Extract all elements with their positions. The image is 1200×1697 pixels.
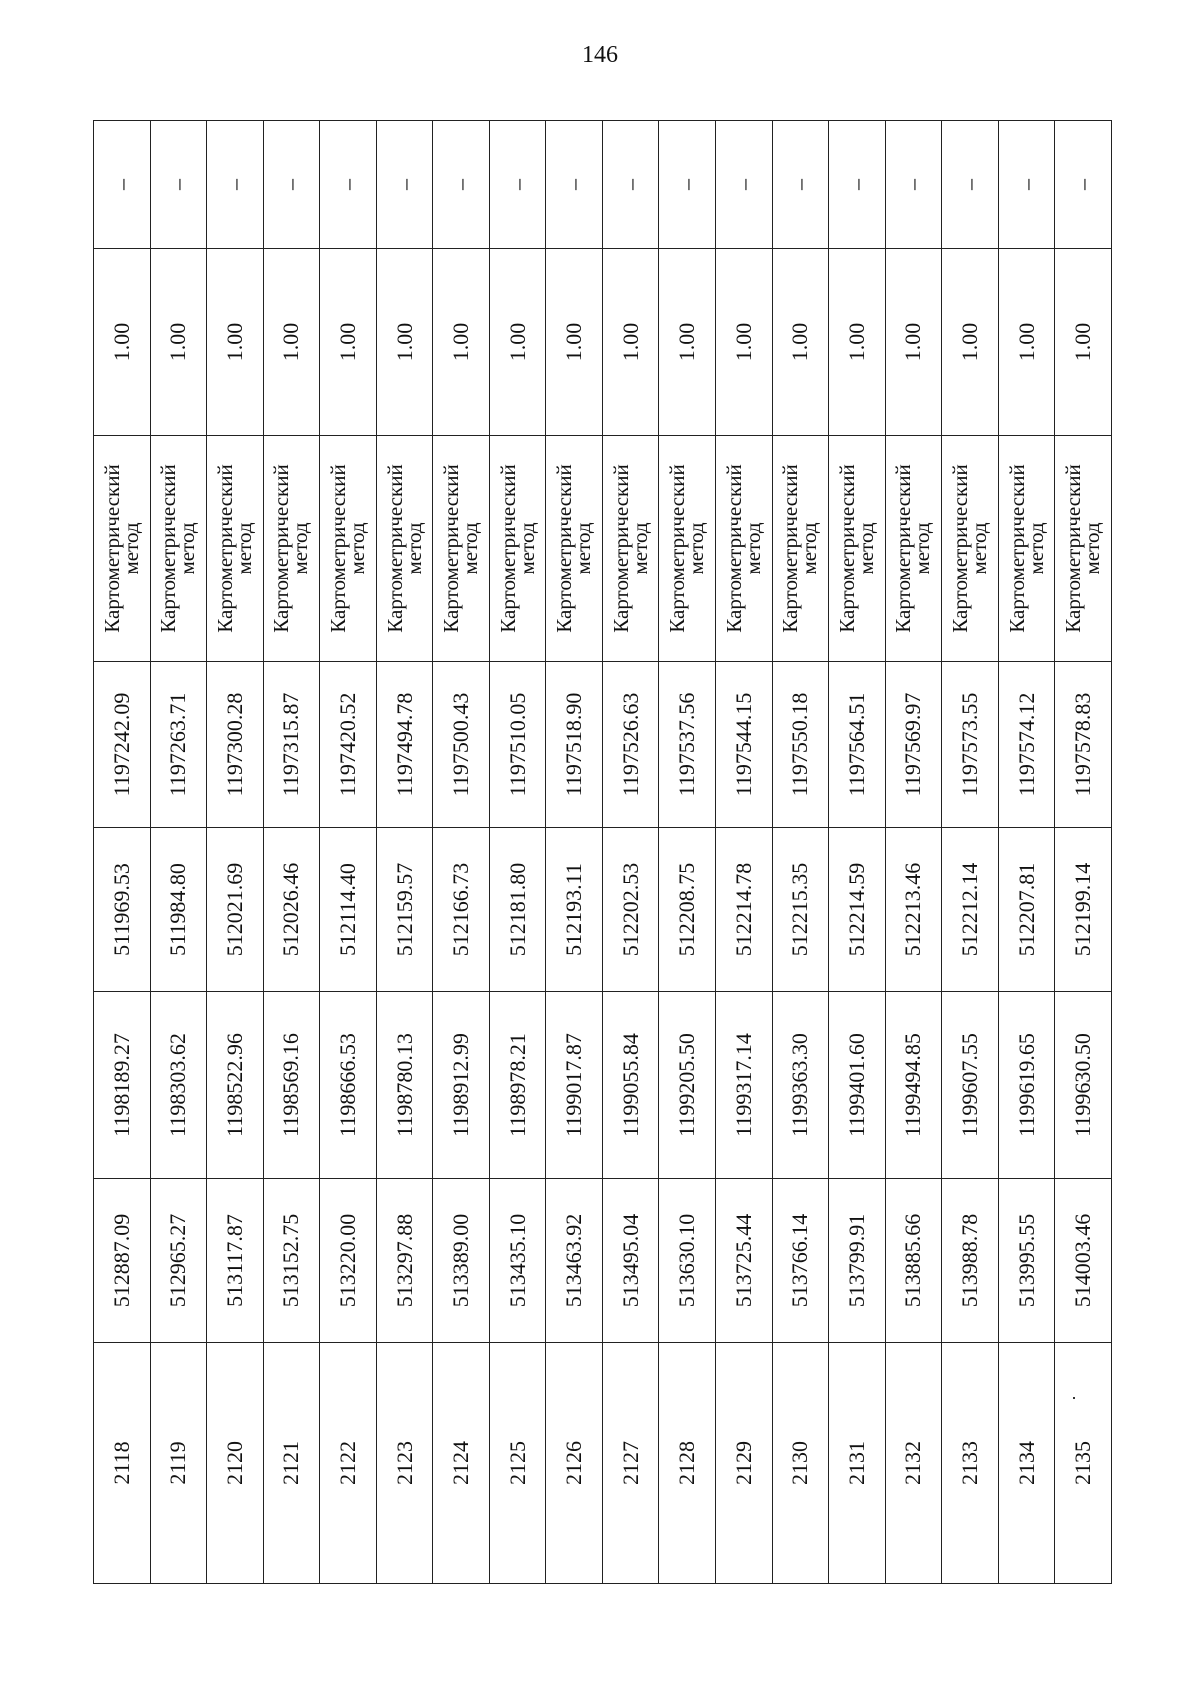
x-coordinate-alt-cell: 512193.11 bbox=[546, 828, 603, 992]
x-coordinate-cell: 513389.00 bbox=[433, 1179, 490, 1343]
description-cell: – bbox=[207, 121, 264, 249]
point-number-cell: 2133 bbox=[942, 1343, 999, 1584]
x-coordinate-cell: 513885.66 bbox=[885, 1179, 942, 1343]
method-text: Картометрический bbox=[1061, 464, 1086, 633]
x-coordinate-cell: 513297.88 bbox=[376, 1179, 433, 1343]
precision-cell: 1.00 bbox=[659, 249, 716, 436]
y-coordinate-alt-cell: 1197494.78 bbox=[376, 662, 433, 828]
description-cell: – bbox=[546, 121, 603, 249]
y-coordinate-alt-cell: 1197537.56 bbox=[659, 662, 716, 828]
method-cell bbox=[376, 436, 433, 662]
description-cell: – bbox=[829, 121, 886, 249]
point-number-cell: 2132 bbox=[885, 1343, 942, 1584]
method-text: Картометрический bbox=[99, 464, 124, 633]
method-text: метод bbox=[966, 522, 991, 575]
y-coordinate-cell: 1199401.60 bbox=[829, 992, 886, 1179]
point-number-cell: 2134 bbox=[998, 1343, 1055, 1584]
method-cell bbox=[489, 436, 546, 662]
method-cell bbox=[546, 436, 603, 662]
method-text: Картометрический bbox=[382, 464, 407, 633]
description-cell: – bbox=[716, 121, 773, 249]
precision-cell: 1.00 bbox=[829, 249, 886, 436]
table-row bbox=[772, 121, 829, 1584]
y-coordinate-cell: 1198189.27 bbox=[94, 992, 151, 1179]
method-text: Картометрический bbox=[325, 464, 350, 633]
precision-cell: 1.00 bbox=[320, 249, 377, 436]
precision-cell: 1.00 bbox=[1055, 249, 1112, 436]
precision-cell: 1.00 bbox=[716, 249, 773, 436]
y-coordinate-cell: 1199619.65 bbox=[998, 992, 1055, 1179]
point-number-cell: 2119 bbox=[150, 1343, 207, 1584]
precision-cell: 1.00 bbox=[207, 249, 264, 436]
y-coordinate-alt-cell: 1197500.43 bbox=[433, 662, 490, 828]
table-row bbox=[94, 121, 151, 1584]
y-coordinate-cell: 1199607.55 bbox=[942, 992, 999, 1179]
y-coordinate-cell: 1199630.50 bbox=[1055, 992, 1112, 1179]
method-text: Картометрический bbox=[439, 464, 464, 633]
x-coordinate-cell: 512965.27 bbox=[150, 1179, 207, 1343]
method-cell bbox=[150, 436, 207, 662]
x-coordinate-alt-cell: 512202.53 bbox=[602, 828, 659, 992]
y-coordinate-alt-cell: 1197263.71 bbox=[150, 662, 207, 828]
y-coordinate-alt-cell: 1197569.97 bbox=[885, 662, 942, 828]
point-number-cell: 2129 bbox=[716, 1343, 773, 1584]
x-coordinate-alt-cell: 512181.80 bbox=[489, 828, 546, 992]
x-coordinate-cell: 513220.00 bbox=[320, 1179, 377, 1343]
precision-cell: 1.00 bbox=[772, 249, 829, 436]
description-cell: – bbox=[659, 121, 716, 249]
y-coordinate-cell: 1198569.16 bbox=[263, 992, 320, 1179]
method-text: Картометрический bbox=[1004, 464, 1029, 633]
y-coordinate-alt-cell: 1197573.55 bbox=[942, 662, 999, 828]
method-cell bbox=[263, 436, 320, 662]
method-text: Картометрический bbox=[269, 464, 294, 633]
y-coordinate-cell: 1199363.30 bbox=[772, 992, 829, 1179]
x-coordinate-cell: 513463.92 bbox=[546, 1179, 603, 1343]
precision-cell: 1.00 bbox=[942, 249, 999, 436]
table-body bbox=[94, 121, 1112, 1584]
x-coordinate-alt-cell: 512199.14 bbox=[1055, 828, 1112, 992]
y-coordinate-alt-cell: 1197544.15 bbox=[716, 662, 773, 828]
point-number-cell: 2124 bbox=[433, 1343, 490, 1584]
method-text: Картометрический bbox=[947, 464, 972, 633]
point-number-cell: 2130 bbox=[772, 1343, 829, 1584]
x-coordinate-alt-cell: 512214.59 bbox=[829, 828, 886, 992]
precision-cell: 1.00 bbox=[998, 249, 1055, 436]
description-cell: – bbox=[602, 121, 659, 249]
y-coordinate-cell: 1199205.50 bbox=[659, 992, 716, 1179]
y-coordinate-cell: 1198303.62 bbox=[150, 992, 207, 1179]
description-cell: – bbox=[376, 121, 433, 249]
method-text: метод bbox=[175, 522, 200, 575]
x-coordinate-alt-cell: 512026.46 bbox=[263, 828, 320, 992]
table-row bbox=[1055, 121, 1112, 1584]
method-cell bbox=[659, 436, 716, 662]
precision-cell: 1.00 bbox=[433, 249, 490, 436]
x-coordinate-alt-cell: 512021.69 bbox=[207, 828, 264, 992]
table-row bbox=[885, 121, 942, 1584]
y-coordinate-cell: 1199017.87 bbox=[546, 992, 603, 1179]
table-row bbox=[602, 121, 659, 1584]
y-coordinate-cell: 1198912.99 bbox=[433, 992, 490, 1179]
method-cell bbox=[207, 436, 264, 662]
table-row bbox=[150, 121, 207, 1584]
x-coordinate-alt-cell: 512212.14 bbox=[942, 828, 999, 992]
description-cell: – bbox=[489, 121, 546, 249]
method-text: Картометрический bbox=[834, 464, 859, 633]
method-text: метод bbox=[401, 522, 426, 575]
x-coordinate-cell: 513630.10 bbox=[659, 1179, 716, 1343]
method-text: Картометрический bbox=[212, 464, 237, 633]
method-cell bbox=[942, 436, 999, 662]
y-coordinate-alt-cell: 1197300.28 bbox=[207, 662, 264, 828]
y-coordinate-alt-cell: 1197574.12 bbox=[998, 662, 1055, 828]
precision-cell: 1.00 bbox=[376, 249, 433, 436]
method-cell bbox=[885, 436, 942, 662]
x-coordinate-alt-cell: 512159.57 bbox=[376, 828, 433, 992]
method-text: метод bbox=[797, 522, 822, 575]
method-text: Картометрический bbox=[495, 464, 520, 633]
point-number-cell: 2125 bbox=[489, 1343, 546, 1584]
x-coordinate-alt-cell: 512214.78 bbox=[716, 828, 773, 992]
point-number-cell: 2135 bbox=[1055, 1343, 1112, 1584]
coordinates-table-rotated bbox=[93, 121, 1112, 1584]
method-cell bbox=[772, 436, 829, 662]
x-coordinate-alt-cell: 512114.40 bbox=[320, 828, 377, 992]
y-coordinate-alt-cell: 1197315.87 bbox=[263, 662, 320, 828]
x-coordinate-cell: 514003.46 bbox=[1055, 1179, 1112, 1343]
description-cell: – bbox=[772, 121, 829, 249]
method-text: метод bbox=[571, 522, 596, 575]
table-row bbox=[716, 121, 773, 1584]
scan-speck bbox=[1073, 1397, 1075, 1399]
method-text: Картометрический bbox=[665, 464, 690, 633]
y-coordinate-alt-cell: 1197578.83 bbox=[1055, 662, 1112, 828]
method-cell bbox=[716, 436, 773, 662]
method-text: Картометрический bbox=[552, 464, 577, 633]
method-text: Картометрический bbox=[891, 464, 916, 633]
y-coordinate-alt-cell: 1197550.18 bbox=[772, 662, 829, 828]
point-number-cell: 2128 bbox=[659, 1343, 716, 1584]
table-row bbox=[998, 121, 1055, 1584]
method-cell bbox=[998, 436, 1055, 662]
method-text: метод bbox=[740, 522, 765, 575]
x-coordinate-alt-cell: 511969.53 bbox=[94, 828, 151, 992]
table-row bbox=[376, 121, 433, 1584]
description-cell: – bbox=[1055, 121, 1112, 249]
y-coordinate-alt-cell: 1197420.52 bbox=[320, 662, 377, 828]
y-coordinate-cell: 1199317.14 bbox=[716, 992, 773, 1179]
precision-cell: 1.00 bbox=[150, 249, 207, 436]
precision-cell: 1.00 bbox=[885, 249, 942, 436]
precision-cell: 1.00 bbox=[546, 249, 603, 436]
x-coordinate-cell: 513117.87 bbox=[207, 1179, 264, 1343]
x-coordinate-alt-cell: 512207.81 bbox=[998, 828, 1055, 992]
point-number-cell: 2120 bbox=[207, 1343, 264, 1584]
method-cell bbox=[433, 436, 490, 662]
method-text: Картометрический bbox=[608, 464, 633, 633]
method-text: метод bbox=[118, 522, 143, 575]
method-cell bbox=[602, 436, 659, 662]
precision-cell: 1.00 bbox=[602, 249, 659, 436]
description-cell: – bbox=[433, 121, 490, 249]
table-row bbox=[489, 121, 546, 1584]
y-coordinate-cell: 1199055.84 bbox=[602, 992, 659, 1179]
method-text: метод bbox=[684, 522, 709, 575]
x-coordinate-cell: 513152.75 bbox=[263, 1179, 320, 1343]
precision-cell: 1.00 bbox=[94, 249, 151, 436]
page-number: 146 bbox=[582, 42, 618, 68]
x-coordinate-alt-cell: 512215.35 bbox=[772, 828, 829, 992]
y-coordinate-alt-cell: 1197564.51 bbox=[829, 662, 886, 828]
y-coordinate-alt-cell: 1197510.05 bbox=[489, 662, 546, 828]
method-cell bbox=[829, 436, 886, 662]
x-coordinate-cell: 513988.78 bbox=[942, 1179, 999, 1343]
point-number-cell: 2131 bbox=[829, 1343, 886, 1584]
method-text: метод bbox=[231, 522, 256, 575]
method-text: метод bbox=[344, 522, 369, 575]
method-text: Картометрический bbox=[721, 464, 746, 633]
method-text: метод bbox=[1023, 522, 1048, 575]
point-number-cell: 2123 bbox=[376, 1343, 433, 1584]
x-coordinate-cell: 513799.91 bbox=[829, 1179, 886, 1343]
description-cell: – bbox=[942, 121, 999, 249]
table-row bbox=[829, 121, 886, 1584]
y-coordinate-cell: 1198666.53 bbox=[320, 992, 377, 1179]
method-cell bbox=[1055, 436, 1112, 662]
method-text: Картометрический bbox=[156, 464, 181, 633]
method-text: метод bbox=[458, 522, 483, 575]
point-number-cell: 2118 bbox=[94, 1343, 151, 1584]
method-text: метод bbox=[627, 522, 652, 575]
y-coordinate-cell: 1198978.21 bbox=[489, 992, 546, 1179]
table-row bbox=[433, 121, 490, 1584]
description-cell: – bbox=[94, 121, 151, 249]
description-cell: – bbox=[263, 121, 320, 249]
table-row bbox=[546, 121, 603, 1584]
method-cell bbox=[94, 436, 151, 662]
table-row bbox=[320, 121, 377, 1584]
x-coordinate-cell: 513725.44 bbox=[716, 1179, 773, 1343]
point-number-cell: 2126 bbox=[546, 1343, 603, 1584]
x-coordinate-cell: 513995.55 bbox=[998, 1179, 1055, 1343]
description-cell: – bbox=[150, 121, 207, 249]
point-number-cell: 2122 bbox=[320, 1343, 377, 1584]
point-number-cell: 2127 bbox=[602, 1343, 659, 1584]
table-row bbox=[942, 121, 999, 1584]
x-coordinate-cell: 512887.09 bbox=[94, 1179, 151, 1343]
description-cell: – bbox=[885, 121, 942, 249]
x-coordinate-alt-cell: 512213.46 bbox=[885, 828, 942, 992]
x-coordinate-cell: 513435.10 bbox=[489, 1179, 546, 1343]
description-cell: – bbox=[998, 121, 1055, 249]
method-text: метод bbox=[1080, 522, 1105, 575]
method-text: метод bbox=[853, 522, 878, 575]
point-number-cell: 2121 bbox=[263, 1343, 320, 1584]
y-coordinate-alt-cell: 1197242.09 bbox=[94, 662, 151, 828]
precision-cell: 1.00 bbox=[263, 249, 320, 436]
method-cell bbox=[320, 436, 377, 662]
y-coordinate-cell: 1198522.96 bbox=[207, 992, 264, 1179]
y-coordinate-alt-cell: 1197526.63 bbox=[602, 662, 659, 828]
x-coordinate-alt-cell: 512208.75 bbox=[659, 828, 716, 992]
table-row bbox=[207, 121, 264, 1584]
x-coordinate-alt-cell: 512166.73 bbox=[433, 828, 490, 992]
description-cell: – bbox=[320, 121, 377, 249]
coordinates-table bbox=[93, 120, 1112, 1584]
table-row bbox=[659, 121, 716, 1584]
y-coordinate-cell: 1199494.85 bbox=[885, 992, 942, 1179]
y-coordinate-alt-cell: 1197518.90 bbox=[546, 662, 603, 828]
method-text: метод bbox=[514, 522, 539, 575]
precision-cell: 1.00 bbox=[489, 249, 546, 436]
x-coordinate-cell: 513495.04 bbox=[602, 1179, 659, 1343]
x-coordinate-alt-cell: 511984.80 bbox=[150, 828, 207, 992]
y-coordinate-cell: 1198780.13 bbox=[376, 992, 433, 1179]
method-text: Картометрический bbox=[778, 464, 803, 633]
method-text: метод bbox=[288, 522, 313, 575]
method-text: метод bbox=[910, 522, 935, 575]
x-coordinate-cell: 513766.14 bbox=[772, 1179, 829, 1343]
table-row bbox=[263, 121, 320, 1584]
